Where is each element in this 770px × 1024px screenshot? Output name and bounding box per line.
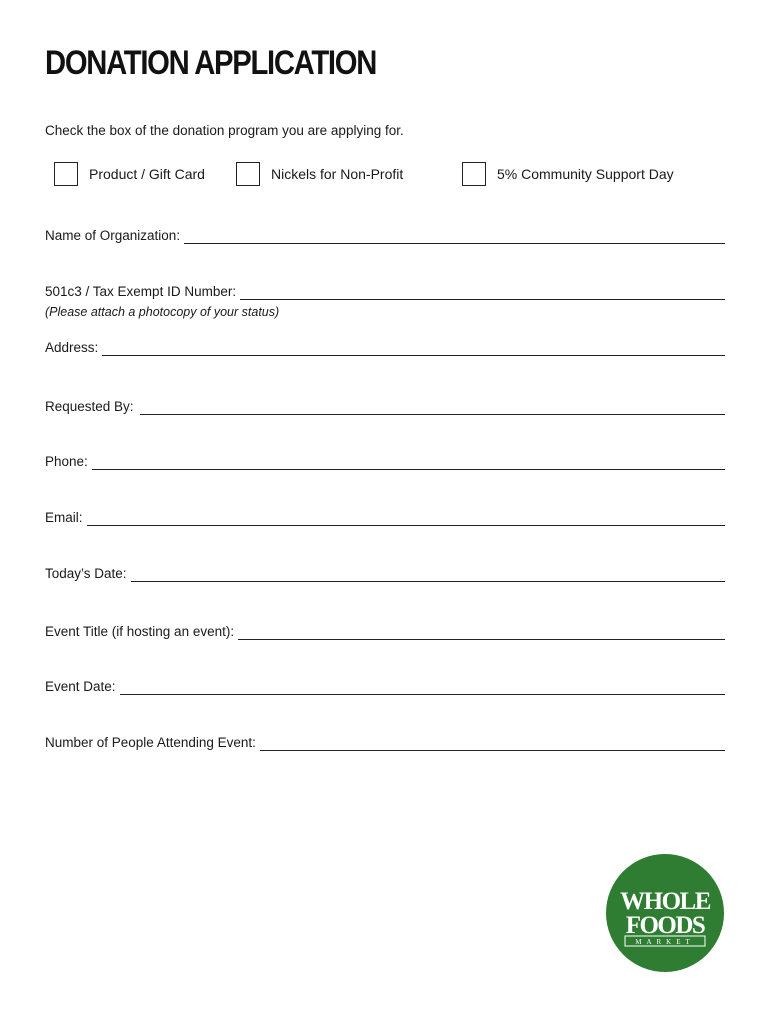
- todays-date-label: Today’s Date:: [45, 566, 127, 581]
- logo-text-line2: FOODS: [625, 912, 705, 939]
- organization-input-line[interactable]: [184, 229, 725, 244]
- field-event-title: [45, 624, 725, 640]
- logo-badge: [606, 854, 724, 972]
- field-requested-by: [45, 399, 725, 415]
- whole-foods-logo: [606, 854, 724, 972]
- email-label: Email:: [45, 510, 83, 525]
- program-option-nickels-for-non-profit[interactable]: [236, 161, 403, 187]
- event-date-input-line[interactable]: [120, 680, 725, 695]
- organization-label: Name of Organization:: [45, 228, 181, 243]
- phone-input-line[interactable]: [92, 455, 725, 470]
- program-option-community-support-day[interactable]: [462, 161, 674, 187]
- requested-by-input-line[interactable]: [140, 400, 725, 415]
- address-label: Address:: [45, 340, 99, 355]
- checkbox-label: 5% Community Support Day: [497, 166, 674, 182]
- checkbox-community-support-day[interactable]: [462, 162, 486, 186]
- field-event-date: [45, 679, 725, 695]
- form-title: DONATION APPLICATION: [45, 44, 377, 82]
- tax-id-input-line[interactable]: [240, 285, 725, 300]
- field-phone: [45, 454, 725, 470]
- tax-id-note: (Please attach a photocopy of your status): [45, 305, 280, 319]
- attendees-input-line[interactable]: [260, 736, 725, 751]
- event-title-input-line[interactable]: [238, 625, 725, 640]
- attendees-label: Number of People Attending Event:: [45, 735, 256, 750]
- tax-id-label: 501c3 / Tax Exempt ID Number:: [45, 284, 237, 299]
- phone-label: Phone:: [45, 454, 88, 469]
- field-tax-id: [45, 284, 725, 300]
- checkbox-nickels-for-non-profit[interactable]: [236, 162, 260, 186]
- checkbox-label: Nickels for Non-Profit: [271, 166, 404, 182]
- email-input-line[interactable]: [87, 511, 725, 526]
- event-date-label: Event Date:: [45, 679, 116, 694]
- field-address: [45, 340, 725, 356]
- event-title-label: Event Title (if hosting an event):: [45, 624, 235, 639]
- field-attendees: [45, 735, 725, 751]
- field-organization: [45, 228, 725, 244]
- program-option-product-gift-card[interactable]: [54, 161, 205, 187]
- field-todays-date: [45, 566, 725, 582]
- address-input-line[interactable]: [102, 341, 725, 356]
- instruction-text: Check the box of the donation program you are applying for.: [45, 123, 404, 138]
- logo-text-line3: MARKET: [635, 938, 695, 946]
- todays-date-input-line[interactable]: [131, 567, 725, 582]
- requested-by-label: Requested By:: [45, 399, 134, 414]
- field-email: [45, 510, 725, 526]
- logo-text-line1: WHOLE: [620, 888, 710, 915]
- checkbox-label: Product / Gift Card: [89, 166, 205, 182]
- checkbox-product-gift-card[interactable]: [54, 162, 78, 186]
